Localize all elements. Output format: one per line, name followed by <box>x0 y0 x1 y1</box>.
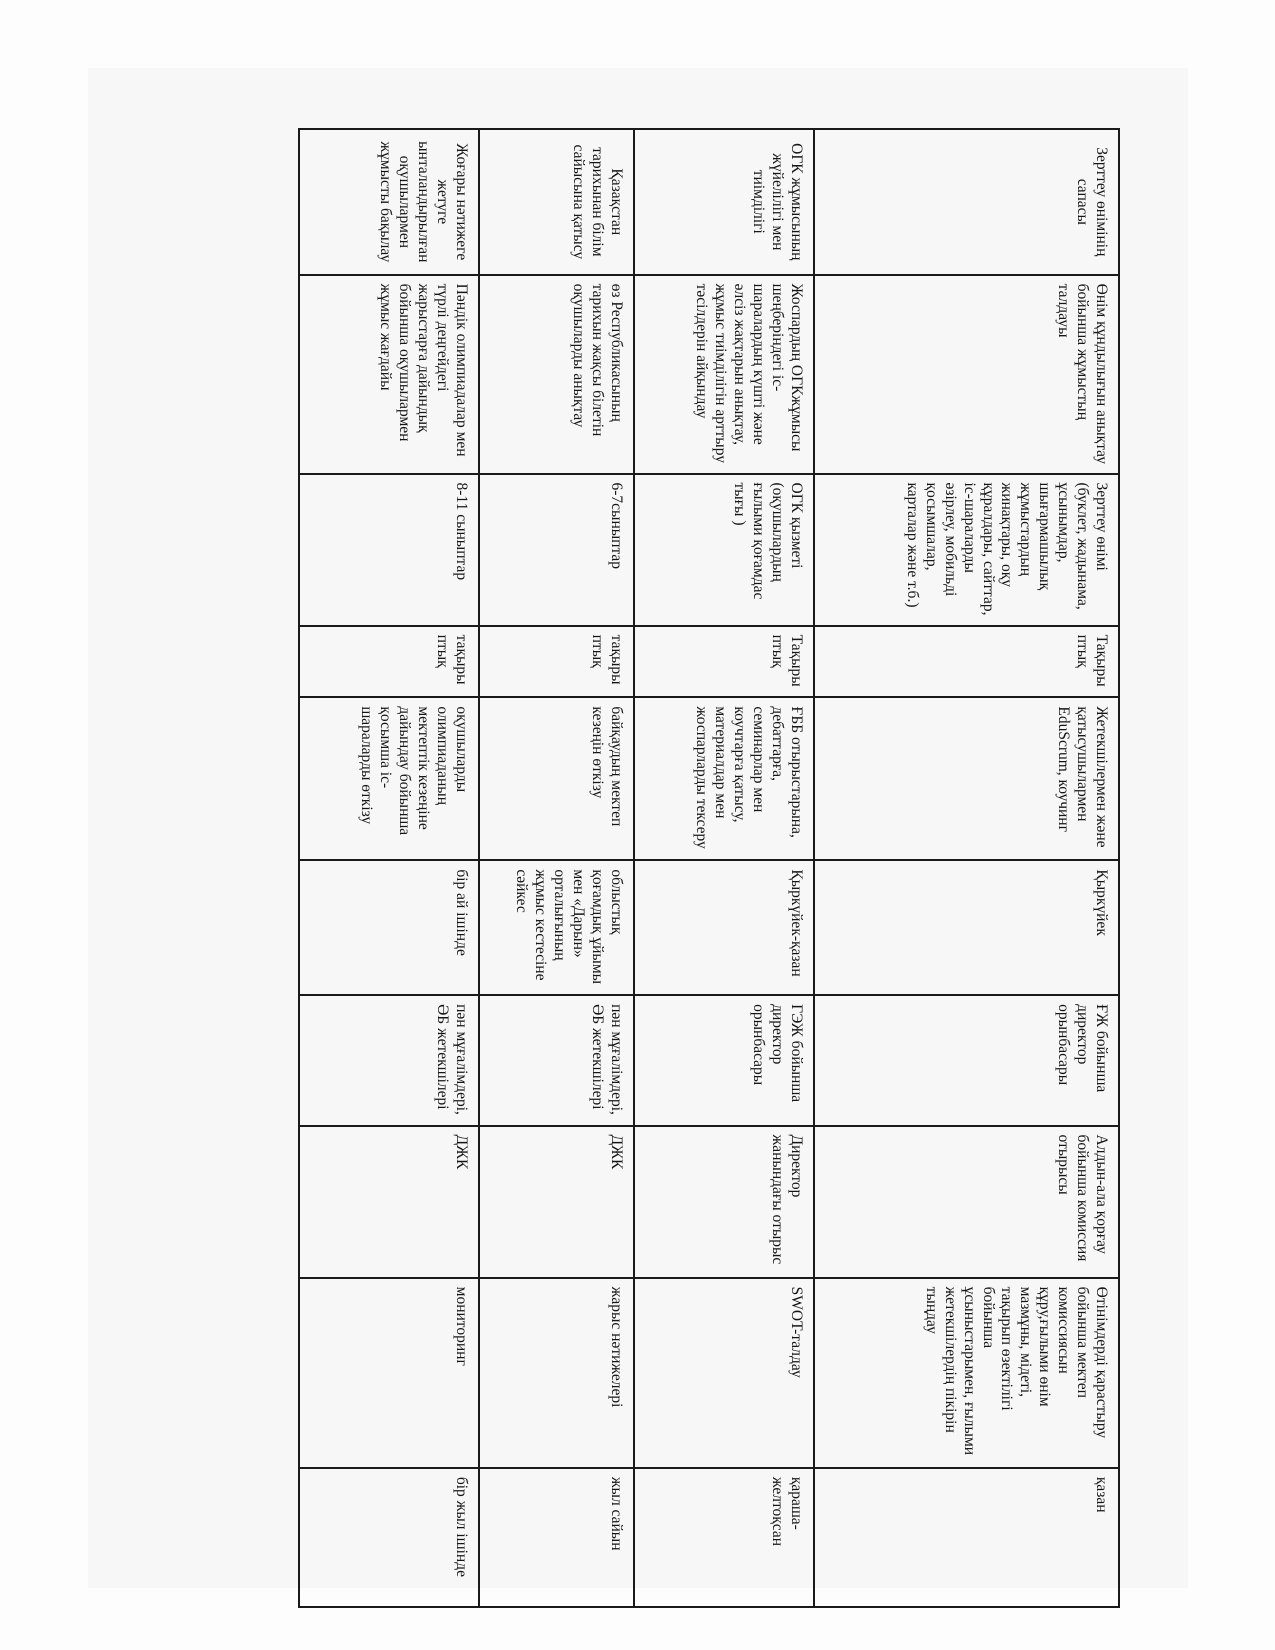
table-cell: Тақыры птық <box>634 626 814 698</box>
table-cell: мониторинг <box>299 1278 479 1468</box>
table-cell: қазан <box>814 1468 1119 1607</box>
table-cell: тақыры птық <box>299 626 479 698</box>
table-cell: жыл сайын <box>479 1468 634 1607</box>
table-cell: ОГК жұмысының жүйелілігі мен тиімділігі <box>634 129 814 275</box>
table-cell: 8-11 сыныптар <box>299 474 479 626</box>
table-cell: тақыры птық <box>479 626 634 698</box>
control-plan-table <box>298 128 1120 1608</box>
table-cell: ОГК қызметі (оқушылардың ғылыми қоғамдас тығы ) <box>634 474 814 626</box>
table-cell: жарыс нәтижелері <box>479 1278 634 1468</box>
table-cell: Тақыры птық <box>814 626 1119 698</box>
table-cell: байқаудың мектеп кезеңін өткізу <box>479 697 634 860</box>
table-cell: ГЭЖ бойынша директор орынбасары <box>634 995 814 1125</box>
table-cell: Зерттеу өнімі (буклет, жадынама, ұсынымдар, шығармашылық жұмыстардың жинақтары, оқу құралдары, сайттар, іс-шараларды әзірлеу, мобильді қосымшалар, карталар және т.б.) <box>814 474 1119 626</box>
table-cell: Зерттеу өнімінің сапасы <box>814 129 1119 275</box>
table-cell: Пәндік олимпиадалар мен түрлі деңгейдегі жарыстарға дайындық бойынша оқушылармен жұмыс жағдайы <box>299 275 479 474</box>
table-cell: 6-7сыныптар <box>479 474 634 626</box>
rotated-table-frame <box>300 128 1120 1608</box>
table-cell: бір ай ішінде <box>299 860 479 995</box>
table-row <box>814 129 1119 1607</box>
table-cell: облыстық қоғамдық ұйымы мен «Дарын» орталығының жұмыс кестесіне сәйкес <box>479 860 634 995</box>
table-cell: бір жыл ішінде <box>299 1468 479 1607</box>
table-cell: Өнім құндылығын анықтау бойынша жұмыстың талдауы <box>814 275 1119 474</box>
table-cell: ДЖК <box>479 1126 634 1278</box>
table-row <box>299 129 479 1607</box>
table-cell: Қыркүйек-қазан <box>634 860 814 995</box>
table-cell: қараша-желтоқсан <box>634 1468 814 1607</box>
table-cell: Өтінімдерді қарастыру бойынша мектеп комиссиясын құру,ғылыми өнім мазмұны, мідеті, тақырып өзектілігі бойынша ұсыныстарымен, ғылыми жетекшілердің пікірін тыңдау <box>814 1278 1119 1468</box>
table-row <box>634 129 814 1607</box>
table-cell: Қыркүйек <box>814 860 1119 995</box>
table-cell: өз Республикасының тарихын жақсы білетін оқушыларды анықтау <box>479 275 634 474</box>
table-cell: Директор жанындағы отырыс <box>634 1126 814 1278</box>
table-cell: пән мұғалімдері, ӘБ жетекшілері <box>299 995 479 1125</box>
table-row <box>479 129 634 1607</box>
table-cell: Жоғары нәтижеге жетуге ынталандырылған оқушылармен жұмысты бақылау <box>299 129 479 275</box>
table-cell: Жоспардың ОГКжұмысы шеңберіндегі іс-шаралардың күшті және әлсіз жақтарын анықтау, жұмыс тиімділігін арттыру тәсілдерін айқындау <box>634 275 814 474</box>
table-cell: Жетекшілермен және қатысушылармен EduScrum, коучинг <box>814 697 1119 860</box>
table-cell: Қазақстан тарихынан білім сайысына қатысу <box>479 129 634 275</box>
table-cell: ҒЖ бойынша директор орынбасары <box>814 995 1119 1125</box>
table-cell: пән мұғалімдері, ӘБ жетекшілері <box>479 995 634 1125</box>
table-cell: ДЖК <box>299 1126 479 1278</box>
table-cell: Алдын-ала қорғау бойынша комиссия отырысы <box>814 1126 1119 1278</box>
table-cell: SWOT-талдау <box>634 1278 814 1468</box>
table-cell: оқушыларды олимпиаданың мектептік кезеңіне дайындау бойынша қосымша іс-шараларды өткізу <box>299 697 479 860</box>
table-cell: ҒББ отырыстарына, дебаттарға, семинарлар мен коучтарға қатысу, материалдар мен жоспарларды тексеру <box>634 697 814 860</box>
